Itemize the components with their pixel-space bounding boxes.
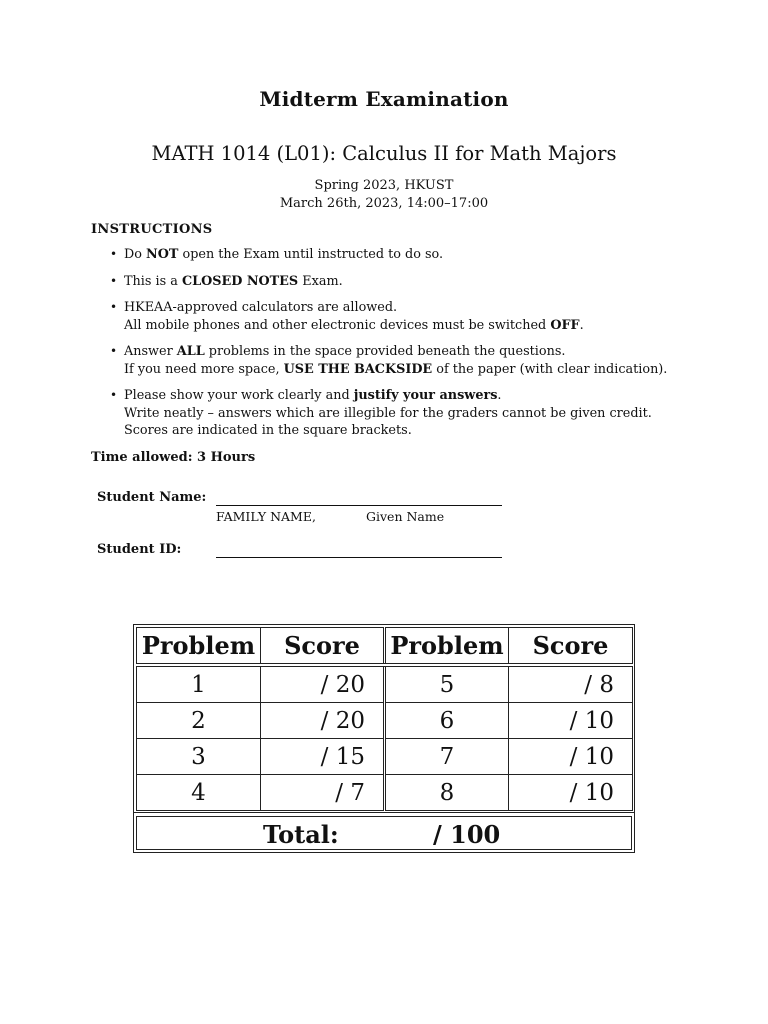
- header-score: Score: [261, 628, 385, 666]
- total-row: [133, 812, 635, 853]
- problem-number: 4: [137, 775, 261, 811]
- problem-number: 1: [137, 665, 261, 703]
- bullet-icon: •: [110, 300, 118, 314]
- time-allowed: Time allowed: 3 Hours: [91, 450, 256, 465]
- header-problem: Problem: [385, 628, 509, 666]
- problem-number: 3: [137, 739, 261, 775]
- header-problem: Problem: [137, 628, 261, 666]
- given-name-label: Given Name: [366, 509, 445, 524]
- score-grid: [136, 627, 633, 811]
- instruction-item: • Do NOT open the Exam until instructed to do so.: [110, 247, 444, 262]
- problem-number: 2: [137, 703, 261, 739]
- table-row: [137, 703, 633, 739]
- bullet-icon: •: [110, 388, 118, 402]
- student-id-field[interactable]: [216, 557, 502, 558]
- bullet-icon: •: [110, 247, 118, 261]
- instruction-item: • This is a CLOSED NOTES Exam.: [110, 273, 343, 289]
- score-cell: / 7: [261, 775, 385, 811]
- problem-number: 5: [385, 665, 509, 703]
- score-cell: / 20: [261, 665, 385, 703]
- exam-date: March 26th, 2023, 14:00–17:00: [279, 196, 489, 211]
- header-score: Score: [509, 628, 633, 666]
- problem-number: 7: [385, 739, 509, 775]
- bullet-icon: •: [110, 344, 118, 358]
- course-title: MATH 1014 (L01): Calculus II for Math Majors: [151, 142, 617, 165]
- score-cell: / 8: [509, 665, 633, 703]
- score-cell: / 10: [509, 739, 633, 775]
- family-name-label: FAMILY NAME,: [216, 509, 316, 524]
- bullet-icon: •: [110, 273, 118, 288]
- problem-number: 8: [385, 775, 509, 811]
- table-row: [137, 739, 633, 775]
- instructions-heading: INSTRUCTIONS: [91, 222, 213, 237]
- exam-title: Midterm Examination: [259, 87, 509, 111]
- instruction-item: • Please show your work clearly and justify your answers. Write neatly – answers which are illegible for the graders cannot be given credit. Scores are indicated in the square brackets.: [110, 388, 652, 438]
- instruction-item: • HKEAA-approved calculators are allowed. All mobile phones and other electronic devices must be switched OFF.: [110, 300, 584, 333]
- student-name-label: Student Name:: [97, 490, 207, 505]
- score-header-row: [137, 628, 633, 666]
- student-id-label: Student ID:: [97, 542, 182, 557]
- score-cell: / 10: [509, 775, 633, 811]
- total-label: Total:: [263, 820, 339, 849]
- table-row: [137, 775, 633, 811]
- total-value: / 100: [433, 820, 501, 849]
- exam-term: Spring 2023, HKUST: [314, 178, 454, 193]
- score-cell: / 10: [509, 703, 633, 739]
- instruction-item: • Answer ALL problems in the space provided beneath the questions. If you need more space, USE THE BACKSIDE of the paper (with clear indication).: [110, 344, 668, 377]
- score-table: [133, 624, 635, 853]
- instructions-list: [110, 246, 750, 440]
- score-cell: / 15: [261, 739, 385, 775]
- student-name-field[interactable]: [216, 505, 502, 506]
- problem-number: 6: [385, 703, 509, 739]
- score-cell: / 20: [261, 703, 385, 739]
- table-row: [137, 665, 633, 703]
